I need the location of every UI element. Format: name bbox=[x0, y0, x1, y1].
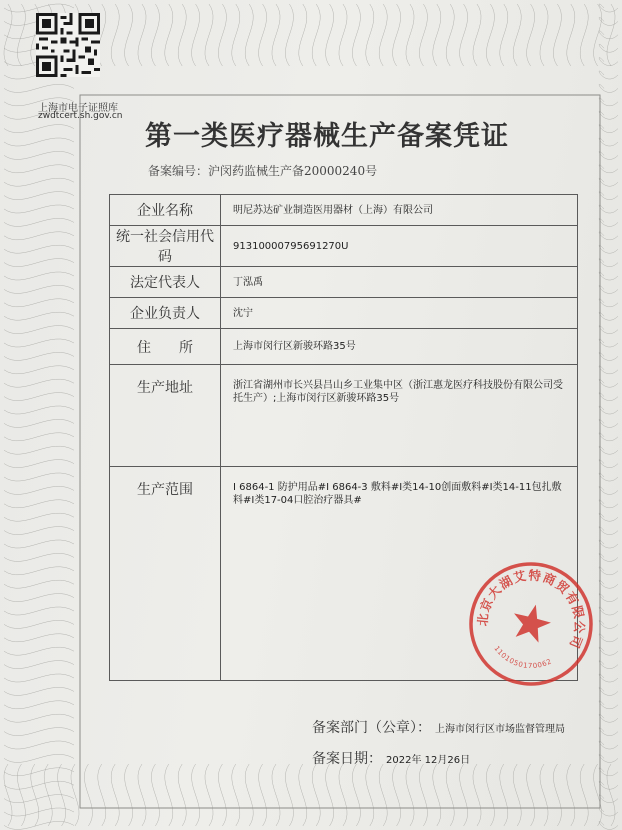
field-label: 生产范围 bbox=[110, 467, 221, 681]
table-row bbox=[110, 226, 578, 267]
company-seal bbox=[467, 560, 595, 688]
field-label: 住 所 bbox=[110, 329, 221, 365]
dept-value: 上海市闵行区市场监督管理局 bbox=[435, 724, 565, 735]
date-label: 备案日期： bbox=[312, 751, 382, 767]
filing-date bbox=[312, 748, 470, 768]
production-address-value: 浙江省湖州市长兴县吕山乡工业集中区（浙江惠龙医疗科技股份有限公司受托生产）;上海市闵行区新骏环路35号 bbox=[221, 365, 578, 467]
certificate-title: 第一类医疗器械生产备案凭证 bbox=[145, 121, 509, 152]
qr-code bbox=[36, 13, 100, 77]
record-number: 备案编号：沪闵药监械生产备20000240号 bbox=[148, 164, 378, 178]
dept-label: 备案部门（公章）： bbox=[312, 720, 431, 736]
production-scope-value: Ⅰ 6864-1 防护用品#Ⅰ 6864-3 敷料#Ⅰ类14-10创面敷料#Ⅰ类14-11包扎敷料#Ⅰ类17-04口腔治疗器具# bbox=[221, 467, 578, 681]
field-label: 法定代表人 bbox=[110, 267, 221, 298]
svg-text:北京大湖艾特商贸有限公司: 北京大湖艾特商贸有限公司 bbox=[474, 567, 588, 652]
address-value: 上海市闵行区新骏环路35号 bbox=[221, 329, 578, 365]
legal-rep-value: 丁泓禹 bbox=[221, 267, 578, 298]
date-value: 2022年 12月26日 bbox=[386, 755, 471, 766]
credit-code-value: 91310000795691270U bbox=[221, 226, 578, 267]
field-label: 生产地址 bbox=[110, 365, 221, 467]
table-row bbox=[110, 267, 578, 298]
filing-department bbox=[312, 717, 565, 737]
field-label: 企业名称 bbox=[110, 195, 221, 226]
field-label: 企业负责人 bbox=[110, 298, 221, 329]
table-row bbox=[110, 298, 578, 329]
qr-caption-url: zwdtcert.sh.gov.cn bbox=[38, 111, 123, 121]
table-row bbox=[110, 365, 578, 467]
qr-caption-registry: 上海市电子证照库 bbox=[38, 103, 118, 114]
field-label: 统一社会信用代码 bbox=[110, 226, 221, 267]
table-row bbox=[110, 329, 578, 365]
table-row bbox=[110, 195, 578, 226]
company-name-value: 明尼苏达矿业制造医用器材（上海）有限公司 bbox=[221, 195, 578, 226]
person-in-charge-value: 沈宁 bbox=[221, 298, 578, 329]
svg-text:1101050170062: 1101050170062 bbox=[492, 644, 554, 671]
